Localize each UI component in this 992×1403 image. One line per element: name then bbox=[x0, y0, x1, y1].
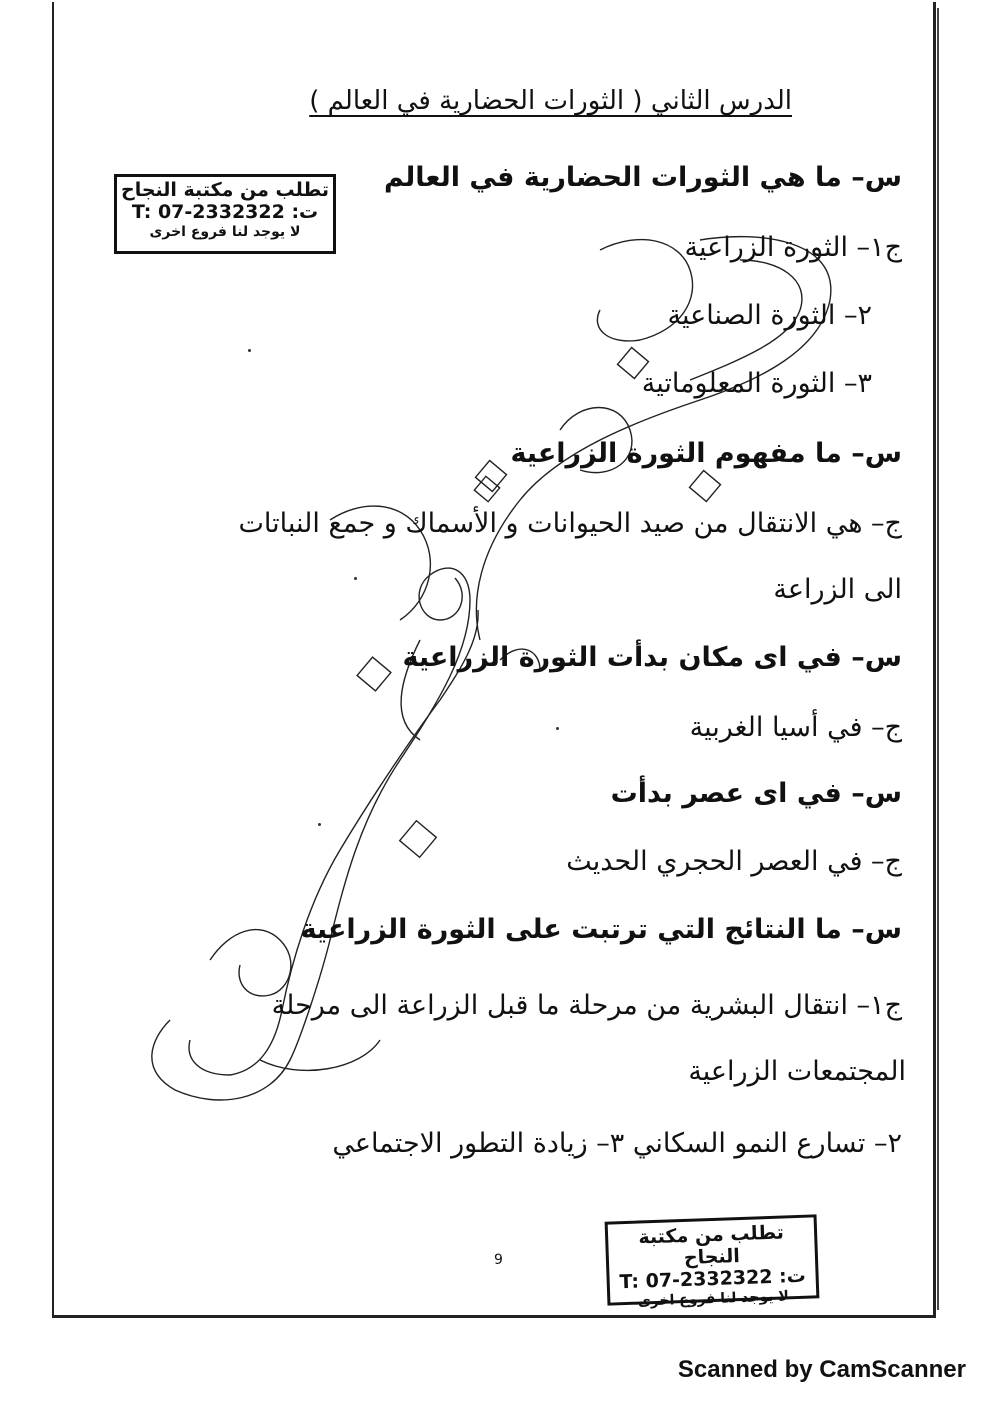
stamp-note: لا يوجد لنا فروع اخرى bbox=[149, 224, 301, 240]
question-line: س– ما النتائج التي ترتبت على الثورة الزراعية bbox=[300, 914, 902, 945]
scanner-credit: Scanned by CamScanner bbox=[677, 1356, 966, 1383]
stamp-library-name: تطلب من مكتبة النجاح bbox=[121, 179, 329, 201]
scan-speck bbox=[354, 577, 357, 580]
answer-line: ٢– الثورة الصناعية bbox=[667, 300, 872, 331]
scan-speck bbox=[556, 727, 559, 730]
question-line: س– في اى مكان بدأت الثورة الزراعية bbox=[402, 642, 902, 673]
stamp-phone: ت: T: 07-2332322 bbox=[131, 201, 319, 223]
library-stamp bbox=[605, 1214, 820, 1310]
lesson-title: الدرس الثاني ( الثورات الحضارية في العالم ) bbox=[309, 86, 792, 116]
question-line: س– ما هي الثورات الحضارية في العالم bbox=[383, 162, 902, 193]
stamp-note: لا يوجد لنا فروع اخرى bbox=[637, 1288, 790, 1310]
question-line: س– ما مفهوم الثورة الزراعية bbox=[510, 438, 902, 469]
page-edge-line bbox=[937, 8, 939, 1310]
stamp-library-name: تطلب من مكتبة النجاح bbox=[638, 1221, 785, 1269]
library-stamp bbox=[114, 174, 336, 254]
scan-speck bbox=[318, 823, 321, 826]
answer-line: ج– في أسيا الغربية bbox=[689, 712, 902, 743]
question-line: س– في اى عصر بدأت bbox=[610, 778, 902, 809]
scan-speck bbox=[248, 349, 251, 352]
answer-line: ج١– انتقال البشرية من مرحلة ما قبل الزراعة الى مرحلة bbox=[271, 990, 902, 1021]
answer-line: ٣– الثورة المعلوماتية bbox=[641, 368, 872, 399]
answer-line: الى الزراعة bbox=[773, 574, 902, 605]
answer-line: ٢– تسارع النمو السكاني ٣– زيادة التطور الاجتماعي bbox=[332, 1128, 902, 1159]
answer-line: المجتمعات الزراعية bbox=[688, 1056, 906, 1087]
answer-line: ج– في العصر الحجري الحديث bbox=[566, 846, 902, 877]
page-number: 9 bbox=[494, 1252, 503, 1268]
stamp-phone: ت: T: 07-2332322 bbox=[619, 1264, 807, 1294]
answer-line: ج١– الثورة الزراعية bbox=[684, 232, 902, 263]
answer-line: ج– هي الانتقال من صيد الحيوانات و الأسماك و جمع النباتات bbox=[238, 508, 902, 539]
